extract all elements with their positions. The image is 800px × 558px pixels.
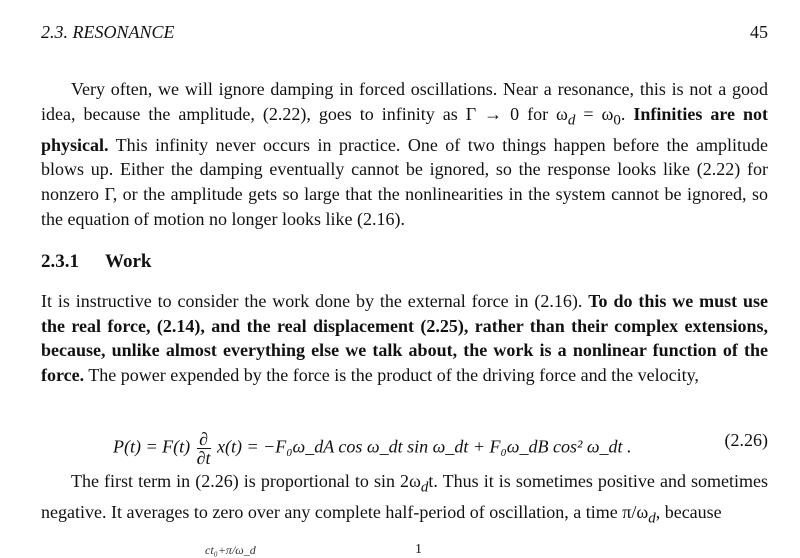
equation-number: (2.26) [724,430,768,450]
p1-end: . [620,103,634,124]
eq-frac-num: ∂ [197,430,211,449]
p1-bold: Infinities are not physical. [41,103,768,155]
p1-subscript-2: 0 [613,112,621,129]
p2-text-a: It is instructive to consider the work done by the external force in (2.16). [41,291,589,311]
running-header [41,22,768,43]
paragraph-work [41,289,768,387]
eq-fraction [197,430,211,467]
paragraph-damping [41,77,768,231]
cutoff-fraction: 1 [415,542,422,557]
paragraph-first-term [41,469,768,531]
p2-bold: To do this we must use the real force, (2.14), and the real displacement (2.25), rather than their complex extensions, because, unlike almost everything else we talk about, the work is a nonlinear function of the force. [41,291,768,385]
p1-eq: = ω [575,103,614,124]
eq-rhs: x(t) = −F₀ω_dA cos ω_dt sin ω_dt + F₀ω_dB cos² ω_dt . [217,436,632,457]
p3-text-a: The first term in (2.26) is proportional to sin 2ω [71,471,421,491]
p1-text-b: This infinity never occurs in practice. One of two things happen before the amplitude blows up. Either the damping eventually cannot be ignored, so the response looks like (2.22) for nonzero Γ, or the amplitude gets so large that the nonlinearities in the system cannot be ignored, so the equation of motion no longer looks like (2.16). [41,134,768,229]
heading-number: 2.3.1 [41,251,79,272]
p1-text-a: Very often, we will ignore damping in forced oscillations. Near a resonance, this is not a good idea, because the amplitude, (2.22), goes to infinity as Γ → 0 for ω [41,79,768,124]
p1-subscript: d [567,112,576,129]
page-number: 45 [750,22,768,42]
heading-title: Work [105,251,152,272]
p3-subscript-2: d [648,510,656,527]
p3-subscript: d [420,479,429,496]
p3-text-b: t. Thus it is sometimes positive and sometimes negative. It averages to zero over any complete half-period of oscillation, a time π/ω [41,471,769,523]
eq-lhs: P(t) = F(t) [113,436,191,457]
eq-frac-den: ∂t [196,448,211,468]
equation-2-26 [41,418,768,468]
p2-text-b: The power expended by the force is the product of the driving force and the velocity, [84,364,699,385]
cutoff-integral-limit: ct₀+π/ω_d [205,543,256,557]
section-title: 2.3. RESONANCE [41,22,175,42]
section-heading [41,251,151,273]
p3-text-c: , because [655,502,722,523]
